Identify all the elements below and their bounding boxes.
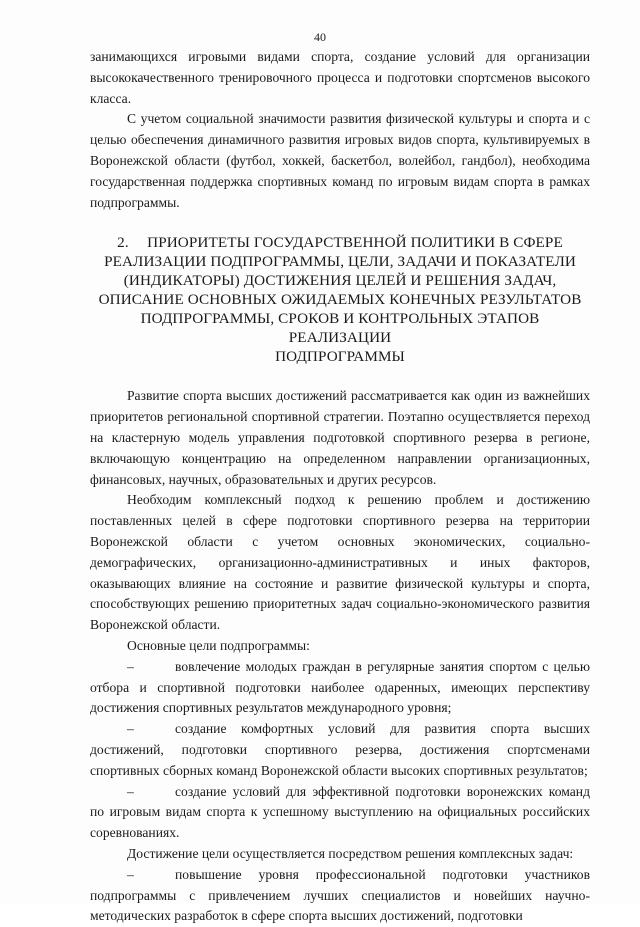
section-heading-line: 2. ПРИОРИТЕТЫ ГОСУДАРСТВЕННОЙ ПОЛИТИКИ В СФЕРЕ [117, 234, 563, 252]
task-item: – повышение уровня профессиональной подготовки участников подпрограммы с привлечением лучших специалистов и новейших научно-методических разработок в сфере спорта высших достижений, подготовки [90, 866, 590, 924]
section-number: 2. [117, 234, 129, 252]
dash-marker: – [127, 721, 134, 737]
section-heading-line: (ИНДИКАТОРЫ) ДОСТИЖЕНИЯ ЦЕЛЕЙ И РЕШЕНИЯ ЗАДАЧ, [123, 272, 557, 290]
section-heading-line: ОПИСАНИЕ ОСНОВНЫХ ОЖИДАЕМЫХ КОНЕЧНЫХ РЕЗУЛЬТАТОВ [98, 291, 582, 309]
section-heading-line: ПОДПРОГРАММЫ [275, 348, 405, 366]
page-number: 40 [314, 30, 326, 44]
dash-marker: – [127, 866, 134, 882]
intro-paragraph: С учетом социальной значимости развития физической культуры и спорта и с целью обеспечения динамичного развития игровых видов спорта, культивируемых в Воронежской области (футбол, хоккей, баскетбол, волейбол, гандбол), необходима государственная поддержка спортивных команд по игровым видам спорта в рамках подпрограммы. [90, 111, 590, 210]
dash-marker: – [127, 783, 134, 799]
body-paragraph: Необходим комплексный подход к решению проблем и достижению поставленных целей в сфере подготовки спортивного резерва на территории Воронежской области с учетом основных экономических, социально-демографических, организационно-административных и иных факторов, оказывающих влияние на состояние и развитие физической культуры и спорта, способствующих решению приоритетных задач социально-экономического развития Воронежской области. [90, 492, 590, 633]
intro-paragraph-continued: занимающихся игровыми видами спорта, создание условий для организации высококачественного тренировочного процесса и подготовки спортсменов высокого класса. [90, 49, 590, 106]
dash-marker: – [127, 658, 134, 674]
document-body [90, 47, 590, 927]
goals-intro: Основные цели подпрограммы: [127, 637, 310, 653]
tasks-intro: Достижение цели осуществляется посредством решения комплексных задач: [127, 845, 574, 861]
section-heading [90, 233, 590, 366]
section-heading-line: ПОДПРОГРАММЫ, СРОКОВ И КОНТРОЛЬНЫХ ЭТАПОВ РЕАЛИЗАЦИИ [140, 310, 540, 347]
goal-item: – вовлечение молодых граждан в регулярные занятия спортом с целью отбора и спортивной подготовки наиболее одаренных, имеющих перспективу достижения спортивных результатов международного уровня; [90, 658, 590, 716]
goal-item: – создание комфортных условий для развития спорта высших достижений, подготовки спортивного резерва, достижения спортсменами спортивных сборных команд Воронежской области высоких спортивных результатов; [90, 721, 590, 778]
goal-item: – создание условий для эффективной подготовки воронежских команд по игровым видам спорта к успешному выступлению на официальных российских соревнованиях. [90, 783, 590, 841]
section-heading-line: РЕАЛИЗАЦИИ ПОДПРОГРАММЫ, ЦЕЛИ, ЗАДАЧИ И ПОКАЗАТЕЛИ [104, 253, 576, 271]
body-paragraph: Развитие спорта высших достижений рассматривается как один из важнейших приоритетов региональной спортивной стратегии. Поэтапно осуществляется переход на кластерную модель управления подготовкой спортивного резерва в регионе, включающую концентрацию на определенном направлении организационных, финансовых, научных, образовательных и других ресурсов. [90, 388, 590, 487]
